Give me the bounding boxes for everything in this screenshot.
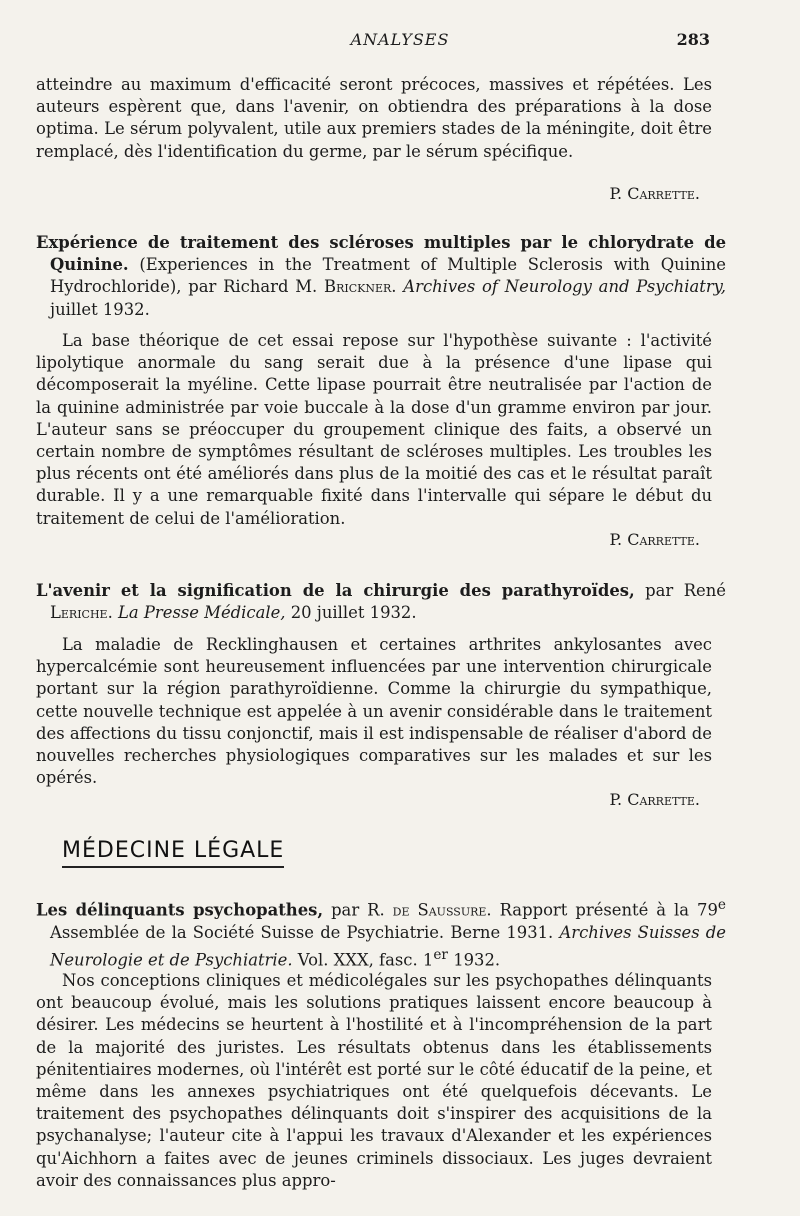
review1-title: Expérience de traitement des scléroses multiples par le chlorydrate de Quinine. <box>36 233 726 275</box>
review3-title-par: par R. <box>331 900 385 920</box>
review3-journal: Archives Suisses de Neurologie et de Psychiatrie. <box>50 922 726 970</box>
review2-citation <box>36 580 726 624</box>
review2-author: Leriche. <box>50 603 113 623</box>
review3-sup2: er <box>433 946 448 963</box>
review2-body: La maladie de Recklinghausen et certaines arthrites ankylosantes avec hypercalcémie sont heureusement influencées par une intervention chirurgicale portant sur la région parathyroïdienne. Comme la chirurgie du sympathique, cette nouvelle technique est appelée à un avenir considérable dans le traitement des affections du tissu conjonctif, mais il est indispensable de réaliser d'abord de nouvelles recherches physiologiques comparatives sur les malades et sur les opérés. <box>36 635 712 788</box>
review3-body: Nos conceptions cliniques et médicolégales sur les psychopathes délinquants ont beaucoup évolué, mais les solutions pratiques laissent encore beaucoup à désirer. Les médecins se heurtent à l'hostilité et à l'incompréhension de la part de la majorité des juristes. Les résultats obtenus dans les établissements pénitentiaires modernes, où l'intérêt est porté sur le côté éducatif de la peine, et même dans les annexes psychiatriques ont été quelquefois décevants. Le traitement des psychopathes délinquants doit s'inspirer des acquisitions de la psychanalyse; l'auteur cite à l'appui les travaux d'Alexander et les expériences qu'Aichhorn a faites avec de jeunes criminels dissociaux. Les juges devraient avoir des connaissances plus appro- <box>36 971 712 1190</box>
running-head: ANALYSES <box>350 30 450 49</box>
review3-title-rest1: Rapport présenté à la 79 <box>499 900 718 920</box>
review3-title: Les délinquants psychopathes, <box>36 900 324 920</box>
review3-vol: Vol. XXX, fasc. 1 <box>297 950 434 970</box>
review3-title-rest2: Assemblée de la Société Suisse de Psychiatrie. Berne 1931. <box>50 922 554 942</box>
review2-title-rest: par René <box>645 581 727 600</box>
review3-author: de Saussure. <box>392 900 492 920</box>
page-header <box>0 30 800 54</box>
page-number: 283 <box>676 30 710 49</box>
section-heading: MÉDECINE LÉGALE <box>62 838 284 868</box>
review2-title: L'avenir et la signification de la chirurgie des parathyroïdes, <box>36 581 635 600</box>
review3-year: 1932. <box>453 950 501 970</box>
review1-journal: Archives of Neurology and Psychiatry, <box>403 277 726 297</box>
prev-review-body: atteindre au maximum d'efficacité seront précoces, massives et répétées. Les auteurs espèrent que, dans l'avenir, on obtiendra des préparations à la dose optima. Le sérum polyvalent, utile aux premiers stades de la méningite, doit être remplacé, dès l'identification du germe, par le sérum spécifique. <box>36 75 712 161</box>
review1-signature: P. Carrette. <box>609 530 700 549</box>
review1-date: juillet 1932. <box>50 299 150 319</box>
review2-date: 20 juillet 1932. <box>290 603 417 623</box>
prev-review-signature: P. Carrette. <box>609 184 700 203</box>
review2-signature: P. Carrette. <box>609 790 700 809</box>
review1-citation <box>36 232 726 321</box>
review3-citation <box>36 894 726 972</box>
review1-author: Brickner. <box>324 277 397 297</box>
review2-journal: La Presse Médicale, <box>118 603 286 623</box>
review1-body: La base théorique de cet essai repose sur l'hypothèse suivante : l'activité lipolytique anormale du sang serait due à la présence d'une lipase qui décomposerait la myéline. Cette lipase pourrait être neutralisée par l'action de la quinine administrée par voie buccale à la dose d'un gramme environ par jour. L'auteur sans se préoccuper du groupement clinique des faits, a observé un certain nombre de symptômes résultant de scléroses multiples. Les troubles les plus récents ont été améliorés dans plus de la moitié des cas et le résultat paraît durable. Il y a une remarquable fixité dans l'intervalle qui sépare le début du traitement de celui de l'amélioration. <box>36 331 712 528</box>
review1-title-rest: (Experiences in the Treatment of Multiple Sclerosis with Quinine Hydrochloride), par Richard M. <box>50 255 726 297</box>
review3-sup1: e <box>717 897 726 913</box>
